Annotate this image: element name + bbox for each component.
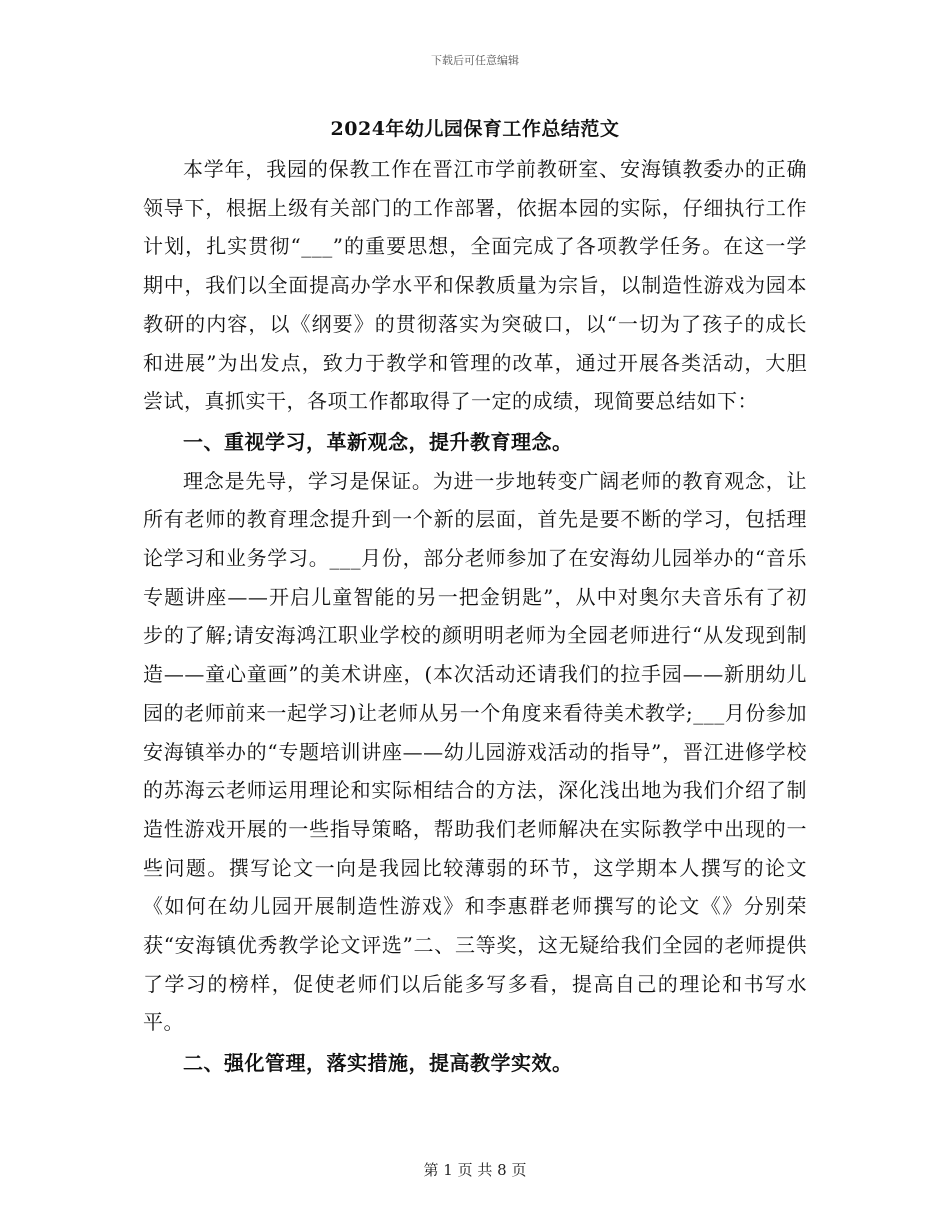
document-title: 2024年幼儿园保育工作总结范文 [330, 118, 620, 140]
page-header-note: 下载后可任意编辑 [431, 54, 519, 67]
section-1-paragraph: 理念是先导，学习是保证。为进一步地转变广阔老师的教育观念，让所有老师的教育理念提升到一个新的层面，首先是要不断的学习，包括理论学习和业务学习。___月份，部分老师参加了在安海幼儿园举办的“音乐专题讲座——开启儿童智能的另一把金钥匙”，从中对奥尔夫音乐有了初步的了解;请安海鸿江职业学校的颜明明老师为全园老师进行“从发现到制造——童心童画”的美术讲座，(本次活动还请我们的拉手园——新朋幼儿园的老师前来一起学习)让老师从另一个角度来看待美术教学;___月份参加安海镇举办的“专题培训讲座——幼儿园游戏活动的指导”，晋江进修学校的苏海云老师运用理论和实际相结合的方法，深化浅出地为我们介绍了制造性游戏开展的一些指导策略，帮助我们老师解决在实际教学中出现的一些问题。撰写论文一向是我园比较薄弱的环节，这学期本人撰写的论文《如何在幼儿园开展制造性游戏》和李惠群老师撰写的论文《》分别荣获“安海镇优秀教学论文评选”二、三等奖，这无疑给我们全园的老师提供了学习的榜样，促使老师们以后能多写多看，提高自己的理论和书写水平。 [143, 468, 807, 1035]
section-2-heading: 二、强化管理，落实措施，提高教学实效。 [183, 1051, 573, 1076]
page-number-footer: 第 1 页 共 8 页 [423, 1161, 527, 1179]
section-1-heading: 一、重视学习，革新观念，提升教育理念。 [183, 429, 573, 454]
intro-paragraph: 本学年，我园的保教工作在晋江市学前教研室、安海镇教委办的正确领导下，根据上级有关部门的工作部署，依据本园的实际，仔细执行工作计划，扎实贯彻“___”的重要思想，全面完成了各项教学任务。在这一学期中，我们以全面提高办学水平和保教质量为宗旨，以制造性游戏为园本教研的内容，以《纲要》的贯彻落实为突破口，以“一切为了孩子的成长和进展”为出发点，致力于教学和管理的改革，通过开展各类活动，大胆尝试，真抓实干，各项工作都取得了一定的成绩，现简要总结如下： [143, 157, 807, 414]
document-body [143, 150, 807, 1083]
